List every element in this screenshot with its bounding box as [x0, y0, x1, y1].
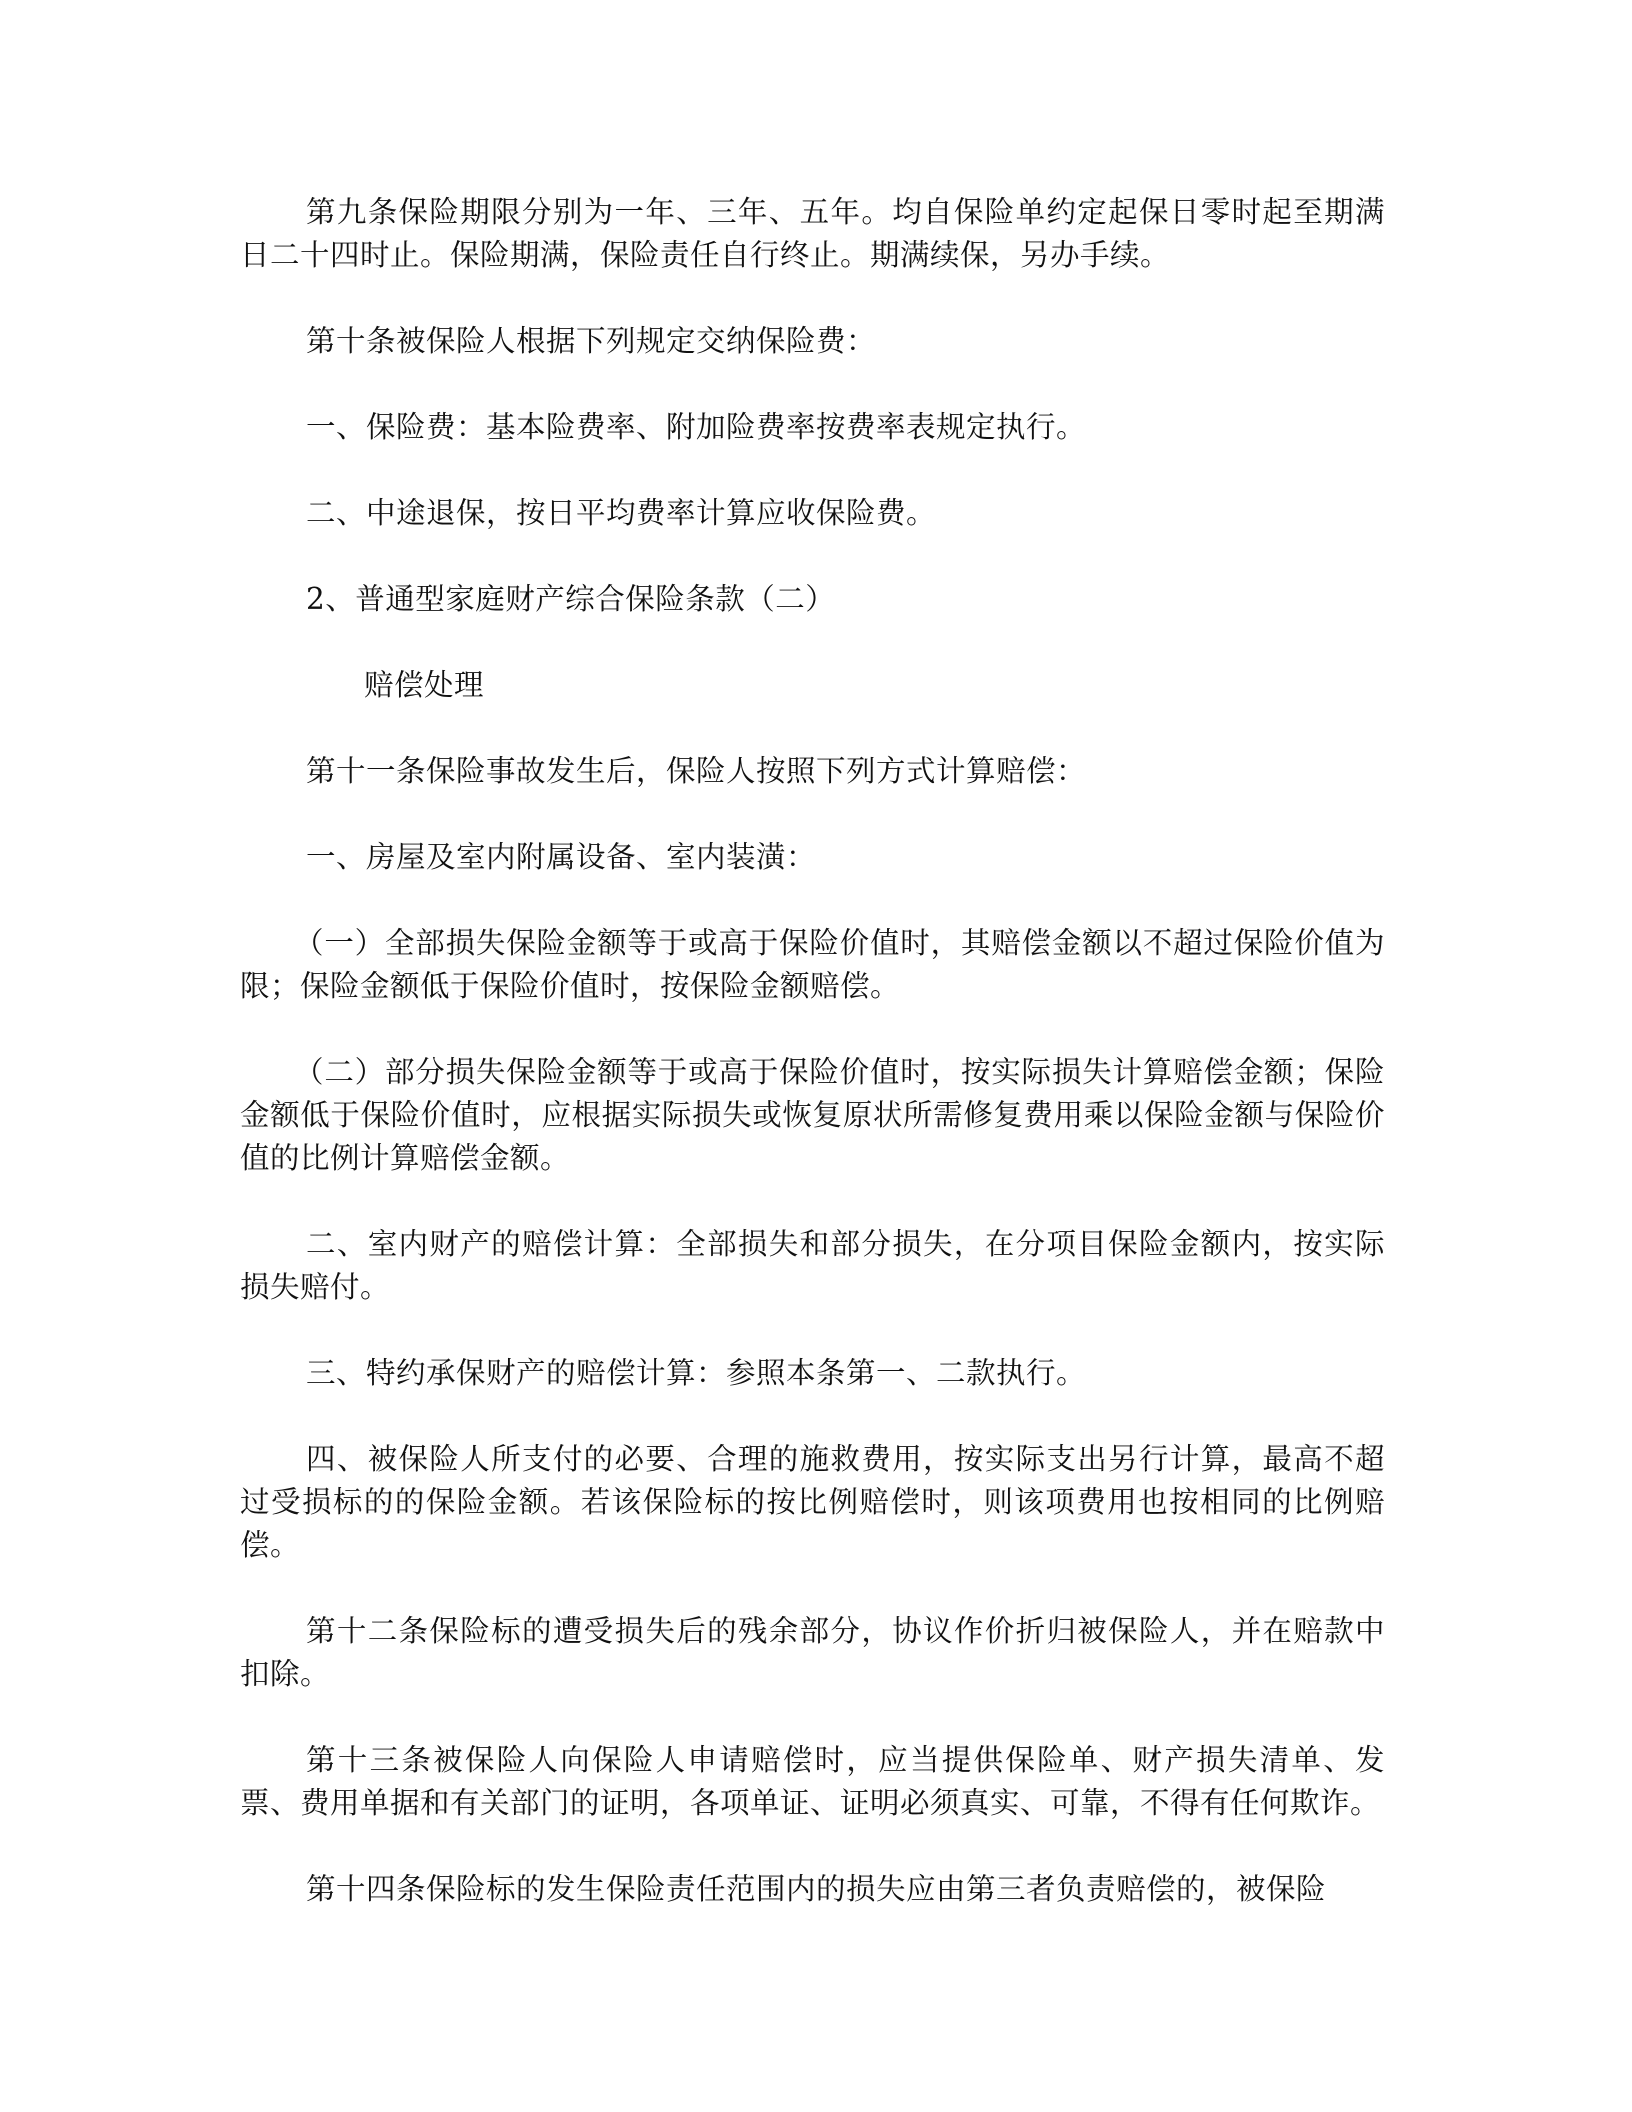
article-11-item-1-sub-1: （一）全部损失保险金额等于或高于保险价值时，其赔偿金额以不超过保险价值为限；保险金额低于保险价值时，按保险金额赔偿。 — [240, 926, 1385, 1003]
article-11-paragraph: 第十一条保险事故发生后，保险人按照下列方式计算赔偿： — [306, 754, 1087, 788]
article-10-paragraph: 第十条被保险人根据下列规定交纳保险费： — [306, 324, 877, 358]
article-10-item-2: 二、中途退保，按日平均费率计算应收保险费。 — [306, 496, 937, 530]
article-11-item-1-sub-2: （二）部分损失保险金额等于或高于保险价值时，按实际损失计算赔偿金额；保险金额低于保险价值时，应根据实际损失或恢复原状所需修复费用乘以保险金额与保险价值的比例计算赔偿金额。 — [240, 1055, 1385, 1175]
article-10-item-1: 一、保险费：基本险费率、附加险费率按费率表规定执行。 — [306, 410, 1087, 444]
document-body — [240, 191, 1385, 1911]
article-11-item-3: 三、特约承保财产的赔偿计算：参照本条第一、二款执行。 — [306, 1356, 1087, 1390]
article-12-paragraph: 第十二条保险标的遭受损失后的残余部分，协议作价折归被保险人，并在赔款中扣除。 — [240, 1614, 1385, 1691]
article-9-paragraph: 第九条保险期限分别为一年、三年、五年。均自保险单约定起保日零时起至期满日二十四时止。保险期满，保险责任自行终止。期满续保，另办手续。 — [240, 195, 1385, 272]
article-13-paragraph: 第十三条被保险人向保险人申请赔偿时，应当提供保险单、财产损失清单、发票、费用单据和有关部门的证明，各项单证、证明必须真实、可靠，不得有任何欺诈。 — [240, 1743, 1385, 1820]
article-11-item-2: 二、室内财产的赔偿计算：全部损失和部分损失，在分项目保险金额内，按实际损失赔付。 — [240, 1227, 1385, 1304]
article-14-paragraph: 第十四条保险标的发生保险责任范围内的损失应由第三者负责赔偿的，被保险 — [306, 1872, 1327, 1906]
article-11-item-1: 一、房屋及室内附属设备、室内装潢： — [306, 840, 817, 874]
article-11-item-4: 四、被保险人所支付的必要、合理的施救费用，按实际支出另行计算，最高不超过受损标的的保险金额。若该保险标的按比例赔偿时，则该项费用也按相同的比例赔偿。 — [240, 1442, 1385, 1562]
clause-2-title: 2、普通型家庭财产综合保险条款（二） — [306, 582, 836, 616]
section-heading-claims: 赔偿处理 — [364, 668, 485, 702]
